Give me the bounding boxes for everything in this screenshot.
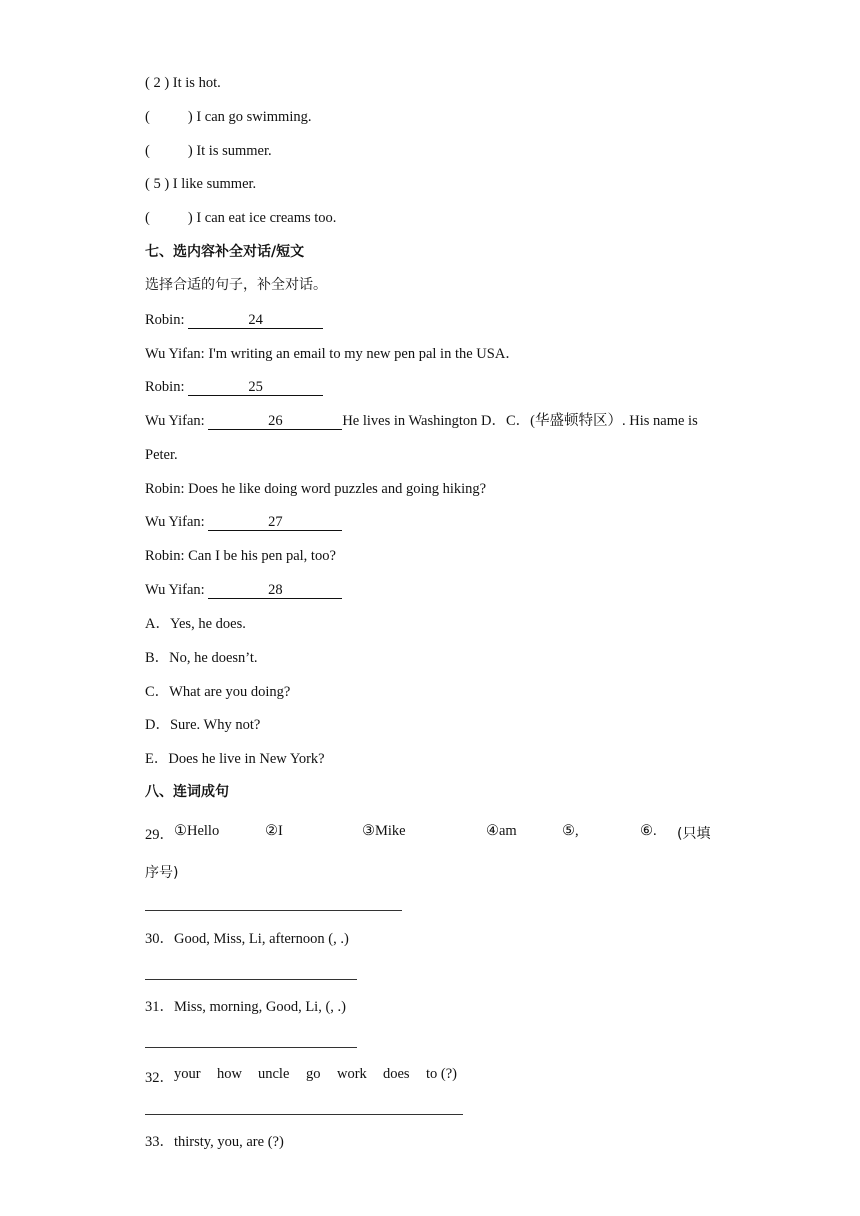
word-option: go <box>306 1066 321 1082</box>
order-number: ( 5 ) <box>145 176 170 192</box>
word-option: ②I <box>265 823 283 839</box>
section-7-heading: 七、选内容补全对话/短文 <box>145 244 305 260</box>
dialogue-line-8 <box>145 581 342 599</box>
speaker: Robin: <box>145 548 185 564</box>
answer-line-32[interactable] <box>145 1114 463 1115</box>
order-number: ( 2 ) <box>145 75 170 91</box>
dialogue-line-2 <box>145 345 520 363</box>
order-item-5 <box>145 209 336 227</box>
word-option: ①Hello <box>174 823 220 839</box>
question-number: 32． <box>145 1070 174 1086</box>
speaker: Wu Yifan: <box>145 514 205 530</box>
dialogue-text: He lives in Washington D．C．(华盛顿特区）. His name is <box>342 413 698 429</box>
speaker: Robin: <box>145 481 185 497</box>
order-sentence: It is hot. <box>172 75 221 91</box>
word-option: ③Mike <box>362 823 406 839</box>
paren-open: ( <box>145 210 150 226</box>
instruction-note: (只填 <box>677 826 711 842</box>
instruction-note-cont: 序号) <box>145 865 179 881</box>
section-8-heading: 八、连词成句 <box>145 784 229 800</box>
word-option: your <box>174 1066 201 1082</box>
speaker: Robin: <box>145 379 185 395</box>
word-option: how <box>217 1066 242 1082</box>
dialogue-line-1 <box>145 311 323 329</box>
dialogue-text: I'm writing an email to my new pen pal in the USA． <box>208 346 520 362</box>
question-number: 29． <box>145 827 174 843</box>
dialogue-text: Can I be his pen pal, too? <box>188 548 336 564</box>
order-sentence: It is summer. <box>196 143 272 159</box>
dialogue-line-7 <box>145 547 336 565</box>
speaker: Wu Yifan: <box>145 346 205 362</box>
order-item-3 <box>145 142 272 160</box>
blank-24[interactable]: 24 <box>188 312 323 329</box>
dialogue-line-4 <box>145 412 698 430</box>
speaker: Wu Yifan: <box>145 413 205 429</box>
question-30: 30．Good, Miss, Li, afternoon (, .) <box>145 931 349 947</box>
option-d: D．Sure. Why not? <box>145 717 261 733</box>
answer-line-31[interactable] <box>145 1047 357 1048</box>
paren-open: ( <box>145 143 150 159</box>
paren-close: ) <box>187 109 193 125</box>
paren-close: ) <box>187 210 193 226</box>
option-e: E．Does he live in New York? <box>145 751 325 767</box>
word-option: ⑤, <box>562 823 579 839</box>
word-option: work <box>337 1066 367 1082</box>
answer-line-30[interactable] <box>145 979 357 980</box>
blank-26[interactable]: 26 <box>208 413 342 430</box>
order-item-4 <box>145 175 256 193</box>
order-item-1 <box>145 74 221 92</box>
paren-close: ) <box>187 143 193 159</box>
word-option: ⑥. <box>640 823 657 839</box>
option-a: A．Yes, he does. <box>145 616 246 632</box>
dialogue-text: Does he like doing word puzzles and going hiking? <box>188 481 487 497</box>
word-option: ④am <box>486 823 517 839</box>
answer-line-29[interactable] <box>145 910 402 911</box>
order-sentence: I like summer. <box>172 176 257 192</box>
word-option: to (?) <box>426 1066 457 1082</box>
option-c: C．What are you doing? <box>145 684 291 700</box>
dialogue-line-4-cont: Peter. <box>145 447 178 463</box>
word-option: does <box>383 1066 410 1082</box>
paren-open: ( <box>145 109 150 125</box>
order-item-2 <box>145 108 312 126</box>
blank-25[interactable]: 25 <box>188 379 323 396</box>
speaker: Wu Yifan: <box>145 582 205 598</box>
blank-27[interactable]: 27 <box>208 514 342 531</box>
dialogue-line-3 <box>145 378 323 396</box>
section-7-instruction: 选择合适的句子，补全对话。 <box>145 277 327 293</box>
order-sentence: I can eat ice creams too. <box>196 210 337 226</box>
order-sentence: I can go swimming. <box>196 109 312 125</box>
word-option: uncle <box>258 1066 290 1082</box>
dialogue-line-6 <box>145 513 342 531</box>
blank-28[interactable]: 28 <box>208 582 342 599</box>
speaker: Robin: <box>145 312 185 328</box>
option-b: B．No, he doesn’t. <box>145 650 258 666</box>
question-31: 31．Miss, morning, Good, Li, (, .) <box>145 999 346 1015</box>
dialogue-line-5 <box>145 480 486 498</box>
question-33: 33．thirsty, you, are (?) <box>145 1134 284 1150</box>
